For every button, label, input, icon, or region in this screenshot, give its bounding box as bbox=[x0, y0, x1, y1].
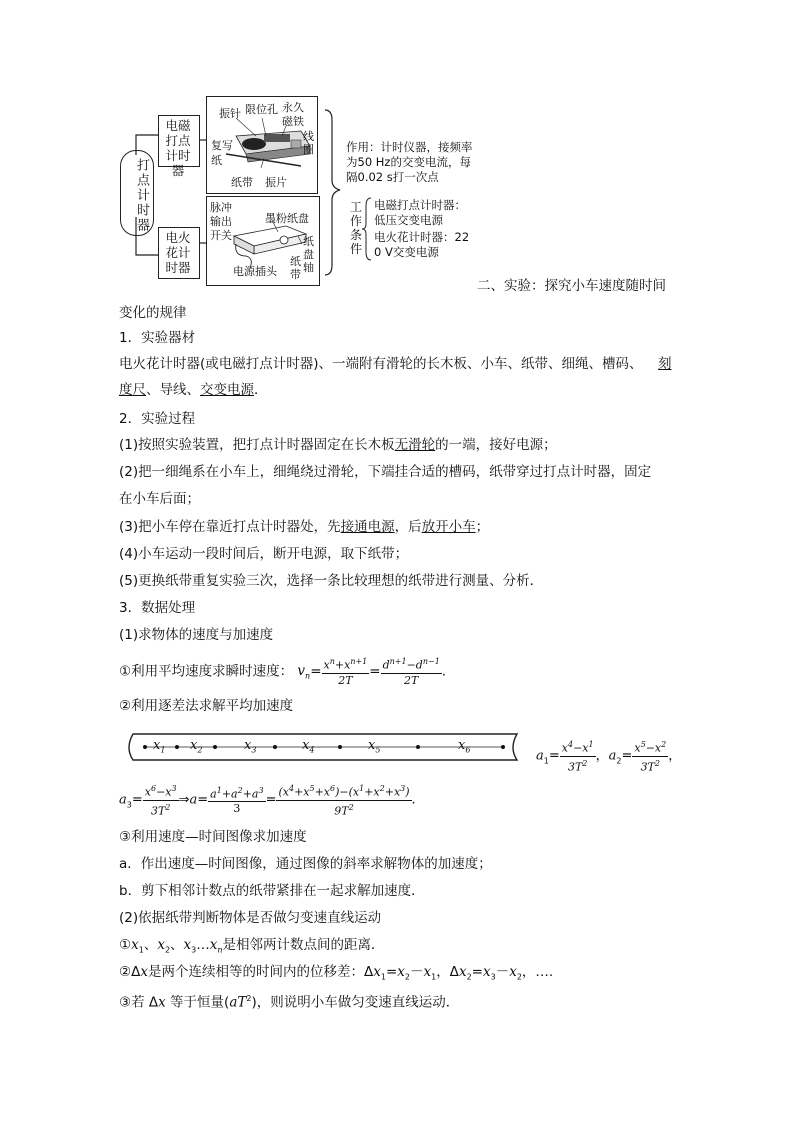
root-label: 打点计时器 bbox=[134, 158, 149, 233]
s2-title: 2．实验过程 bbox=[119, 411, 196, 427]
s3-method1: ①利用平均速度求瞬时速度： $v_n=$ $\frac{x^n+x^{n+1}}{2T}$ = $\frac{d^{n+1}-d^{n-1}}{2T}$ . bbox=[119, 657, 447, 687]
s2-line3: (3)把小车停在靠近打点计时器处，先接通电源，后放开小车； bbox=[119, 519, 490, 535]
s2-line2b: 在小车后面； bbox=[119, 491, 200, 507]
spark-timer-label: 电火花计时器 bbox=[165, 230, 191, 275]
s3-criterion2: ②Δx是两个连续相等的时间内的位移差：$\Delta x_1=x_2-x_1$，$\Delta x_2=x_3-x_2$，…. bbox=[119, 964, 554, 982]
s2-line2a: (2)把一细绳系在小车上，细绳绕过滑轮，下端挂合适的槽码，纸带穿过打点计时器，固定 bbox=[119, 464, 652, 480]
s3-sub1: (1)求物体的速度与加速度 bbox=[119, 627, 274, 643]
formula-a1-a2: $a_1=$ $\frac{x^4-x^1}{3T^2}$ ，$a_2=$ $\frac{x^5-x^2}{3T^2}$ ， bbox=[536, 740, 682, 774]
label-spark-paper-tape: 纸带 bbox=[290, 255, 301, 281]
s3-item-b: b．剪下相邻计数点的纸带紧排在一起求解加速度． bbox=[119, 883, 425, 899]
tape-x2: $x_2$ bbox=[190, 738, 203, 755]
label-limit-hole: 限位孔 bbox=[245, 103, 278, 116]
label-vibrator-needle: 振针 bbox=[219, 107, 241, 120]
condition-label: 工作条件 bbox=[350, 200, 363, 256]
label-power-plug: 电源插头 bbox=[233, 265, 277, 278]
label-carbon-paper: 复写纸 bbox=[211, 139, 233, 167]
label-coil: 线圈 bbox=[303, 130, 314, 156]
s3-method3: ③利用速度—时间图像求加速度 bbox=[119, 829, 307, 845]
s2-line1: (1)按照实验装置，把打点计时器固定在长木板无滑轮的一端，接好电源； bbox=[119, 437, 557, 453]
s1-title: 1．实验器材 bbox=[119, 330, 196, 346]
section-heading: 二、实验：探究小车速度随时间变化的规律 bbox=[119, 278, 666, 321]
s1-underline-start: 刻 bbox=[658, 356, 672, 372]
label-ink-powder: 墨粉纸盘 bbox=[265, 212, 309, 225]
label-em-paper-tape: 纸带 bbox=[231, 176, 253, 189]
s3-title: 3．数据处理 bbox=[119, 600, 196, 616]
function-text: 作用：计时仪器，接频率为50 Hz的交变电流，每隔0.02 s打一次点 bbox=[346, 140, 473, 184]
s2-line4: (4)小车运动一段时间后，断开电源，取下纸带； bbox=[119, 546, 409, 562]
s3-item-a: a．作出速度—时间图像，通过图像的斜率求解物体的加速度； bbox=[119, 856, 492, 872]
s1-text-line1 bbox=[119, 355, 643, 373]
s3-method2: ②利用逐差法求解平均加速度 bbox=[119, 698, 294, 714]
label-vibrating-plate: 振片 bbox=[265, 176, 287, 189]
condition-spark: 电火花计时器：220 V交变电源 bbox=[374, 230, 470, 259]
tape-x3: $x_3$ bbox=[244, 738, 257, 755]
s1-text-line2: 度尺、导线、交变电源． bbox=[119, 382, 268, 398]
s3-criterion1: $①x_1$、$x_2$、$x_3\dots x_n$是相邻两计数点间的距离． bbox=[119, 937, 385, 955]
s1-text-a: 电火花计时器(或电磁打点计时器)、一端附有滑轮的长木板、小车、纸带、细绳、槽码、 bbox=[119, 356, 643, 372]
s3-criterion3: ③若 Δx 等于恒量$(aT^2)$，则说明小车做匀变速直线运动． bbox=[119, 994, 460, 1011]
tape-x4: $x_4$ bbox=[302, 738, 315, 755]
tape-x6: $x_6$ bbox=[458, 738, 471, 755]
em-timer-label: 电磁打点计时器 bbox=[165, 118, 191, 178]
label-permanent-magnet: 永久磁铁 bbox=[282, 101, 304, 128]
label-paper-disk-axle: 纸盘轴 bbox=[303, 235, 314, 274]
s2-line5: (5)更换纸带重复实验三次，选择一条比较理想的纸带进行测量、分析． bbox=[119, 573, 544, 589]
tape-x1: $x_1$ bbox=[153, 738, 166, 755]
tape-x5: $x_5$ bbox=[368, 738, 381, 755]
s3-sub2: (2)依据纸带判断物体是否做匀变速直线运动 bbox=[119, 910, 382, 926]
formula-a3: $a_3=$ $\frac{x^6-x^3}{3T^2}$ ⇒a= $\frac{a^1+a^2+a^3}{3}$ = $\frac{(x^4+x^5+x^6)-(x^1+x^2+x^3)}{9T^2}$ . bbox=[119, 784, 416, 818]
condition-brace bbox=[362, 196, 372, 262]
condition-em: 电磁打点计时器：低压交变电源 bbox=[374, 198, 466, 227]
label-pulse-switch: 脉冲输出开关 bbox=[210, 201, 232, 242]
